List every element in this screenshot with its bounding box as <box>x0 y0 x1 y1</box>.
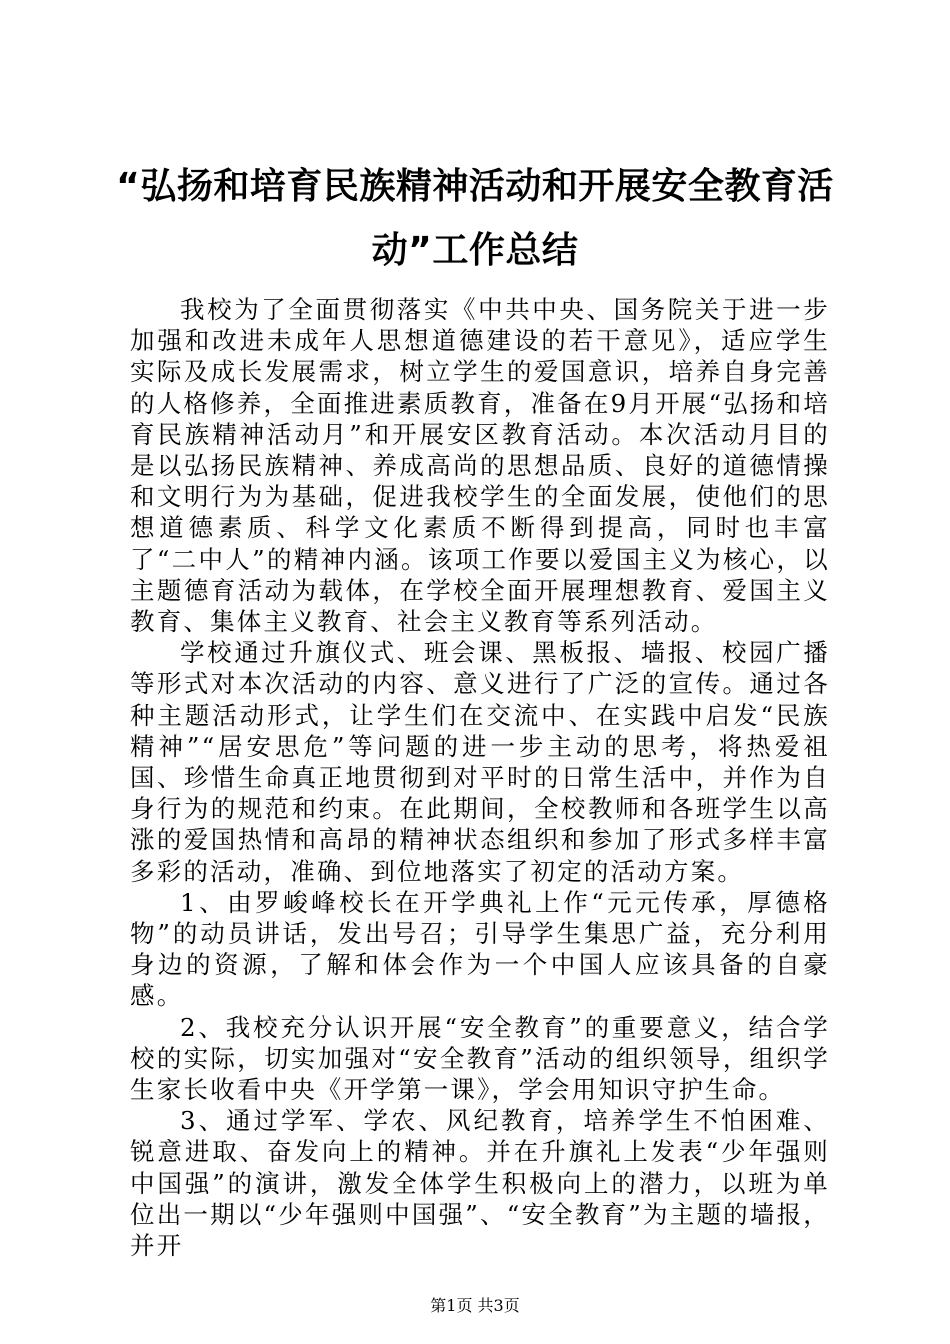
paragraph-publicity: 学校通过升旗仪式、班会课、黑板报、墙报、校园广播等形式对本次活动的内容、意义进行了广泛的宣传。通过各种主题活动形式，让学生们在交流中、在实践中启发“民族精神”“居安思危”等问题的进一步主动的思考，将热爱祖国、珍惜生命真正地贯彻到对平时的日常生活中，并作为自身行为的规范和约束。在此期间，全校教师和各班学生以高涨的爱国热情和高昂的精神状态组织和参加了形式多样丰富多彩的活动，准确、到位地落实了初定的活动方案。 <box>130 638 830 886</box>
document-title: “弘扬和培育民族精神活动和开展安全教育活动”工作总结 <box>116 166 834 271</box>
paragraph-item-1: 1、由罗峻峰校长在开学典礼上作“元元传承，厚德格物”的动员讲话，发出号召；引导学生集思广益，充分利用身边的资源，了解和体会作为一个中国人应该具备的自豪感。 <box>130 887 830 1011</box>
paragraph-intro: 我校为了全面贯彻落实《中共中央、国务院关于进一步加强和改进未成年人思想道德建设的若干意见》，适应学生实际及成长发展需求，树立学生的爱国意识，培养自身完善的人格修养，全面推进素质教育，准备在9月开展“弘扬和培育民族精神活动月”和开展安区教育活动。本次活动月目的是以弘扬民族精神、养成高尚的思想品质、良好的道德情操和文明行为为基础，促进我校学生的全面发展，使他们的思想道德素质、科学文化素质不断得到提高，同时也丰富了“二中人”的精神内涵。该项工作要以爱国主义为核心，以主题德育活动为载体，在学校全面开展理想教育、爱国主义教育、集体主义教育、社会主义教育等系列活动。 <box>130 295 831 637</box>
paragraph-item-3: 3、通过学军、学农、风纪教育，培养学生不怕困难、锐意进取、奋发向上的精神。并在升旗礼上发表“少年强则中国强”的演讲，激发全体学生积极向上的潜力，以班为单位出一期以“少年强则中国强”、“安全教育”为主题的墙报，并开 <box>130 1106 830 1261</box>
paragraph-item-2: 2、我校充分认识开展“安全教育”的重要意义，结合学校的实际，切实加强对“安全教育”活动的组织领导，组织学生家长收看中央《开学第一课》，学会用知识守护生命。 <box>130 1012 830 1105</box>
document-body <box>130 294 830 1261</box>
page-number-footer: 第1页 共3页 <box>430 1296 520 1315</box>
